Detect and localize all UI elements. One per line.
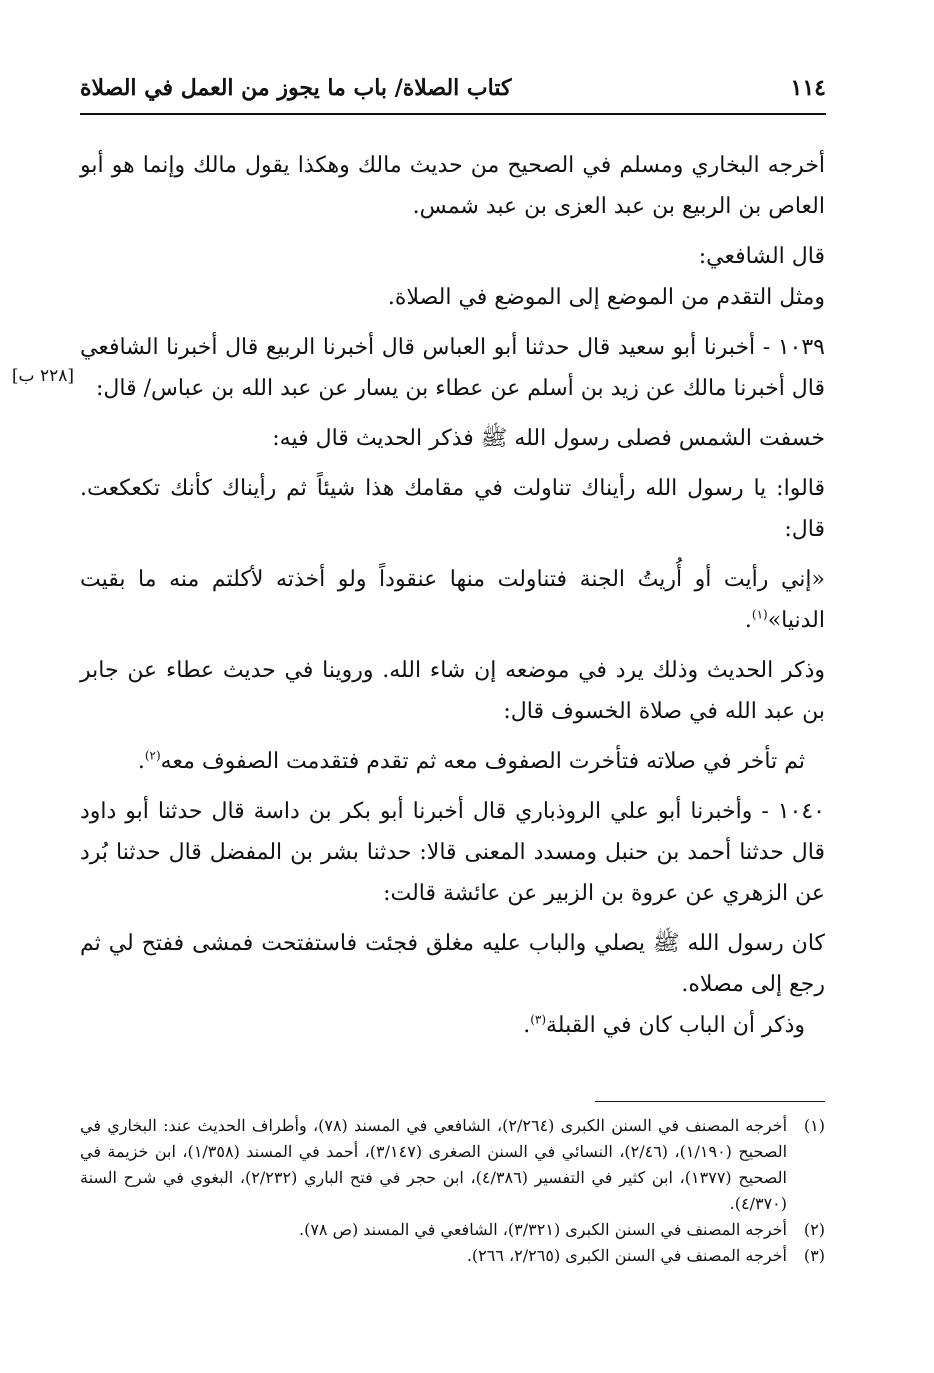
hadith-1040: ١٠٤٠ - وأخبرنا أبو علي الروذباري قال أخبرنا أبو بكر بن داسة قال حدثنا أبو داود قال حدثنا أحمد بن حنبل ومسدد المعنى قالا: حدثنا بشر بن المفضل قال حدثنا بُرد عن الزهري عن عروة بن الزبير عن عائشة قالت:: [80, 799, 825, 906]
paragraph-11: كان رسول الله ﷺ يصلي والباب عليه مغلق فجئت فاستفتحت فمشى ففتح لي ثم رجع إلى مصلاه.: [80, 931, 825, 997]
footnote-separator: [595, 1101, 825, 1102]
header-rule: [80, 113, 826, 115]
footnote-text: أخرجه المصنف في السنن الكبرى (٢/٢٦٤)، الشافعي في المسند (٧٨)، وأطراف الحديث عند: البخاري في الصحيح (١/١٩٠)، (٢/٤٦)، النسائي في السنن الصغرى (٣/١٤٧)، أحمد في المسند (١/٣٥٨)، ابن خزيمة في الصحيح (١٣٧٧)، ابن كثير في التفسير (٤/٣٨٦)، ابن حجر في فتح الباري (٢/٢٣٢)، البغوي في شرح السنة (٤/٣٧٠).: [80, 1116, 788, 1213]
footnote-number: (٢): [803, 1220, 825, 1239]
quote-text: «إني رأيت أو أُريتُ الجنة فتناولت منها عنقوداً ولو أخذته لأكلتم منه ما بقيت الدنيا»: [80, 567, 825, 633]
paragraph-8: وذكر الحديث وذلك يرد في موضعه إن شاء الله. وروينا في حديث عطاء عن جابر بن عبد الله في صلاة الخسوف قال:: [80, 658, 825, 724]
marginal-note: [٢٢٨ ب]: [11, 366, 74, 386]
footnote-text: أخرجه المصنف في السنن الكبرى (٣/٣٢١)، الشافعي في المسند (ص ٧٨).: [299, 1220, 787, 1239]
main-text: [80, 145, 825, 1055]
running-title: كتاب الصلاة/ باب ما يجوز من العمل في الصلاة: [80, 75, 512, 101]
footnote-ref-3: (٣): [530, 1012, 547, 1027]
hadith-1039: ١٠٣٩ - أخبرنا أبو سعيد قال حدثنا أبو العباس قال أخبرنا الربيع قال أخبرنا الشافعي قال أخبرنا مالك عن زيد بن أسلم عن عطاء بن يسار عن عبد الله بن عباس/ قال:: [80, 335, 825, 401]
paragraph-6: قالوا: يا رسول الله رأيناك تناولت في مقامك هذا شيئاً ثم رأيناك كأنك تكعكعت. قال:: [80, 476, 825, 542]
page-header: [80, 66, 826, 110]
footnote-number: (٣): [803, 1246, 825, 1265]
paragraph-12: وذكر أن الباب كان في القبلة$^{(٣)}$.: [523, 1012, 805, 1038]
footnotes: [80, 1113, 825, 1269]
paragraph-9: ثم تأخر في صلاته فتأخرت الصفوف معه ثم تقدم فتقدمت الصفوف معه$^{(٢)}$.: [137, 748, 805, 774]
footnote-ref-1: (١): [751, 607, 768, 622]
paragraph-2: قال الشافعي:: [698, 244, 825, 269]
footnote-2: [80, 1217, 825, 1243]
paragraph-7: «إني رأيت أو أُريتُ الجنة فتناولت منها عنقوداً ولو أخذته لأكلتم منه ما بقيت الدنيا»$^{(١)}$.: [80, 567, 825, 633]
quote-text: ثم تأخر في صلاته فتأخرت الصفوف معه ثم تقدم فتقدمت الصفوف معه: [160, 749, 805, 774]
page-number: ١١٤: [790, 75, 826, 101]
paragraph-3: ومثل التقدم من الموضع إلى الموضع في الصلاة.: [387, 285, 825, 310]
paragraph-5: خسفت الشمس فصلى رسول الله ﷺ فذكر الحديث قال فيه:: [272, 426, 825, 451]
paragraph-1: أخرجه البخاري ومسلم في الصحيح من حديث مالك وهكذا يقول مالك وإنما هو أبو العاص بن الربيع بن عبد العزى بن عبد شمس.: [80, 153, 825, 219]
footnote-text: أخرجه المصنف في السنن الكبرى (٢/٢٦٥، ٢٦٦).: [466, 1246, 787, 1265]
footnote-number: (١): [803, 1116, 825, 1135]
closing-text: وذكر أن الباب كان في القبلة: [546, 1013, 805, 1038]
footnote-1: [80, 1113, 825, 1217]
footnote-ref-2: (٢): [144, 748, 161, 763]
footnote-3: [80, 1243, 825, 1269]
